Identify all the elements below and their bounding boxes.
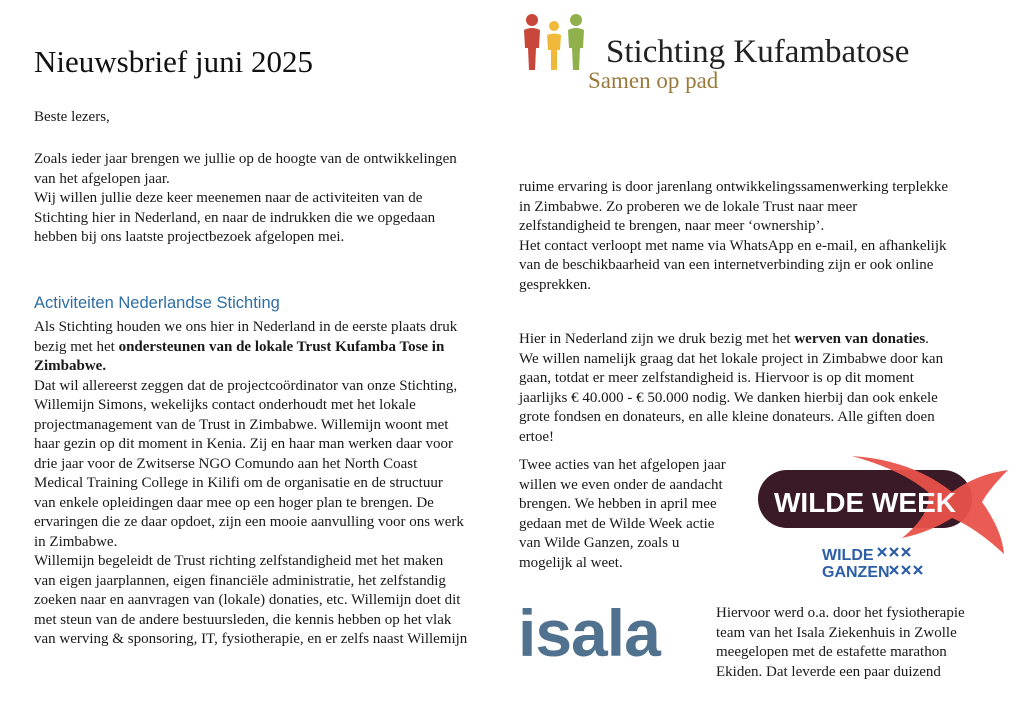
text-line [34, 338, 506, 358]
text-run: Hier in Nederland zijn we druk bezig met het [519, 331, 795, 347]
text-line: drie jaar voor de Zwitserse NGO Comundo aan het North Coast [34, 455, 418, 472]
text-line: jaarlijks € 40.000 - € 50.000 nodig. We danken hierbij dan ook enkele [519, 389, 938, 406]
text-line [519, 330, 989, 350]
text-line: Dat wil allereerst zeggen dat de projectcoördinator van onze Stichting, [34, 377, 458, 394]
org-name: Stichting Kufambatose [606, 34, 910, 70]
intro-paragraph [34, 150, 506, 248]
bold-text: ondersteunen van de lokale Trust Kufamba Tose in [118, 338, 445, 355]
text-line: team van het Isala Ziekenhuis in Zwolle [716, 624, 957, 641]
text-line: Stichting hier in Nederland, en naar de indrukken die we opgedaan [34, 209, 436, 226]
text-line: grote fondsen en donateurs, en alle kleine donateurs. Alle giften doen [519, 409, 935, 425]
text-line: van Wilde Ganzen, zoals u [519, 535, 680, 551]
section-heading: Activiteiten Nederlandse Stichting [34, 294, 280, 312]
text-line: hebben bij ons laatste projectbezoek afgelopen mei. [34, 229, 345, 245]
org-tagline: Samen op pad [588, 68, 719, 93]
text-run: bezig met het [34, 338, 119, 355]
text-line: Twee acties van het afgelopen jaar [519, 457, 726, 473]
text-line: Wij willen jullie deze keer meenemen naar de activiteiten van de [34, 190, 423, 206]
text-line: Willemijn Simons, wekelijks contact onderhoudt met het lokale [34, 397, 416, 413]
text-line: Hiervoor werd o.a. door het fysiotherapie [716, 605, 965, 621]
text-line: Ekiden. Dat leverde een paar duizend [716, 663, 941, 680]
text-line: meegelopen met de estafette marathon [716, 644, 947, 660]
text-line: brengen. We hebben in april mee [519, 496, 717, 512]
bold-text: Zimbabwe. [34, 358, 107, 374]
greeting: Beste lezers, [34, 109, 110, 125]
text-line [34, 357, 506, 377]
ganzen-text: GANZEN [822, 564, 890, 581]
text-line: van de beschikbaarheid van een internetverbinding zijn er ook online [519, 257, 934, 273]
bold-text: werven van donaties [794, 331, 926, 347]
text-line: ruime ervaring is door jarenlang ontwikkelingssamenwerking terplekke [519, 179, 949, 195]
right-column-continuation [519, 178, 989, 295]
text-line: projectmanagement van de Trust in Zimbabwe. Willemijn woont met [34, 416, 449, 433]
text-line: van enkele opleidingen daar mee op een hoger plan te brengen. De [34, 494, 434, 511]
text-line: zoeken naar en aanvragen van (lokale) donaties, etc. Willemijn doet dit [34, 592, 461, 608]
text-line: zelfstandigheid te brengen, naar meer ‘ownership’. [519, 218, 825, 234]
isala-paragraph [716, 604, 1006, 682]
text-line: in Zimbabwe. Zo proberen we de lokale Trust naar meer [519, 198, 858, 215]
text-line: Medical Training College in Kilifi om de organisatie en de structuur [34, 475, 443, 491]
org-logo [520, 8, 980, 98]
text-line: willen we even onder de aandacht [519, 476, 723, 493]
text-line: Het contact verloopt met name via WhatsApp en e-mail, en afhankelijk [519, 237, 947, 254]
text-line: Zoals ieder jaar brengen we jullie op de hoogte van de ontwikkelingen [34, 151, 457, 167]
text-line: gaan, totdat er meer zelfstandigheid is. Hiervoor is op dit moment [519, 370, 914, 386]
text-line: Als Stichting houden we ons hier in Nederland in de eerste plaats druk [34, 319, 458, 335]
text-line: gesprekken. [519, 276, 592, 293]
text-run: . [925, 331, 929, 347]
text-line: van het afgelopen jaar. [34, 170, 170, 187]
page-title: Nieuwsbrief juni 2025 [34, 44, 313, 79]
text-line: in Zimbabwe. [34, 533, 118, 550]
section-body [34, 318, 506, 650]
donations-paragraph [519, 330, 989, 447]
wilde-week-logo [752, 452, 1010, 584]
text-line: haar gezin op dit moment in Kenia. Zij en haar man werken daar voor [34, 436, 454, 452]
text-line: Willemijn begeleidt de Trust richting zelfstandigheid met het maken [34, 553, 444, 569]
text-line: van werving & sponsoring, IT, fysiotherapie, en er zelfs naast Willemijn [34, 631, 468, 647]
isala-logo [518, 596, 708, 668]
text-line: We willen namelijk graag dat het lokale project in Zimbabwe door kan [519, 350, 944, 367]
text-line: mogelijk al weet. [519, 554, 623, 571]
actions-paragraph [519, 456, 751, 573]
text-line: ervaringen die ze daar opdoet, zijn een mooie aanvulling voor ons werk [34, 514, 464, 530]
text-line: van eigen jaarplannen, eigen financiële administratie, het zelfstandig [34, 572, 446, 589]
text-line: gedaan met de Wilde Week actie [519, 515, 715, 532]
isala-text: isala [518, 596, 660, 668]
wilde-text: WILDE [822, 547, 874, 564]
wilde-week-text: WILDE WEEK [774, 487, 956, 518]
text-line: met steun van de andere bestuursleden, die kennis hebben op het vlak [34, 611, 452, 628]
text-line: ertoe! [519, 428, 554, 445]
